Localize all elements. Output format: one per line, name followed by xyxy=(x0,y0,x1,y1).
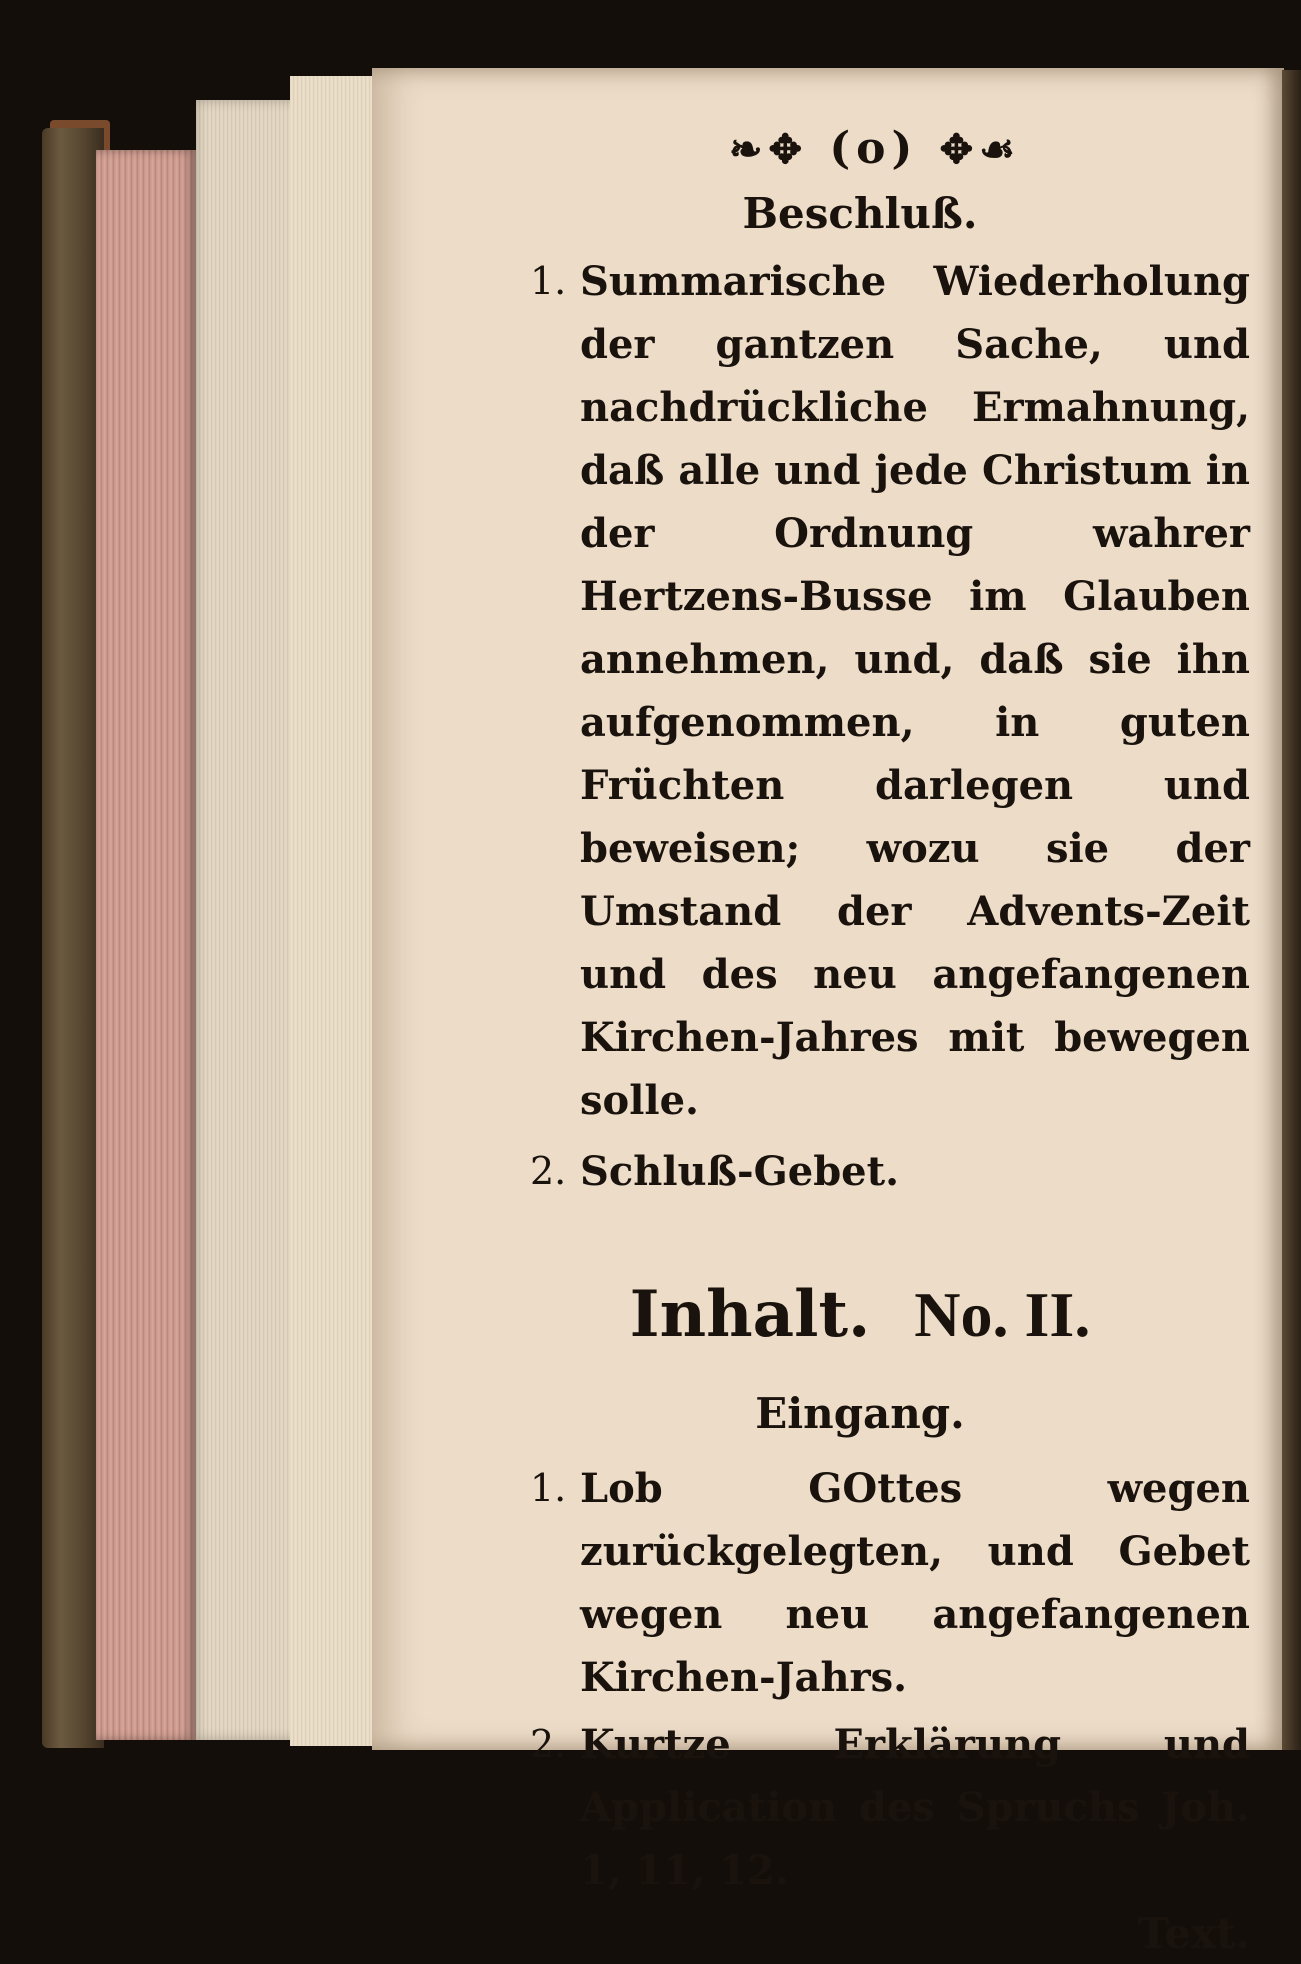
item-text: Schluß-Gebet. xyxy=(580,1148,900,1195)
item-number: 2. xyxy=(530,1149,567,1193)
item-number: 1. xyxy=(530,259,567,303)
item-text: Lob GOttes wegen zurückgelegten, und Gebet wegen neu angefangenen Kirchen-Jahrs. xyxy=(580,1465,1250,1701)
ornament-right-icon: ✥☙ xyxy=(939,126,1022,173)
list-item xyxy=(470,1140,1250,1203)
header-marker: (o) xyxy=(829,123,919,174)
item-number: 2. xyxy=(530,1722,567,1766)
page-title xyxy=(470,1259,1250,1371)
catchword: Text. xyxy=(1137,1909,1250,1958)
item-number: 1. xyxy=(530,1466,567,1510)
page-gutter-shadow xyxy=(1282,70,1301,1750)
section-heading-intro: Eingang. xyxy=(755,1389,965,1438)
section-heading-conclusion: Beschluß. xyxy=(742,189,978,238)
page-header xyxy=(500,118,1250,180)
title-word: Inhalt. xyxy=(629,1277,871,1352)
page-edges-red xyxy=(96,150,196,1740)
title-number: No. II. xyxy=(914,1279,1091,1350)
item-text: Kurtze Erklärung und Application des Spruchs Joh. 1, 11, 12. xyxy=(580,1721,1250,1894)
list-item xyxy=(470,1713,1250,1902)
list-item xyxy=(470,1457,1250,1709)
item-text: Summarische Wiederholung der gantzen Sache, und nachdrückliche Ermahnung, daß alle und jede Christum in der Ordnung wahrer Hertzens-Busse im Glauben annehmen, und, daß sie ihn aufgenommen, in guten Früchten darlegen und beweisen; wozu sie der Umstand der Advents-Zeit und des neu angefangenen Kirchen-Jahres mit bewegen solle. xyxy=(580,258,1250,1124)
book-spine xyxy=(42,128,104,1748)
page-text xyxy=(470,118,1250,1964)
list-item xyxy=(470,250,1250,1132)
ornament-left-icon: ❧✥ xyxy=(728,126,808,173)
